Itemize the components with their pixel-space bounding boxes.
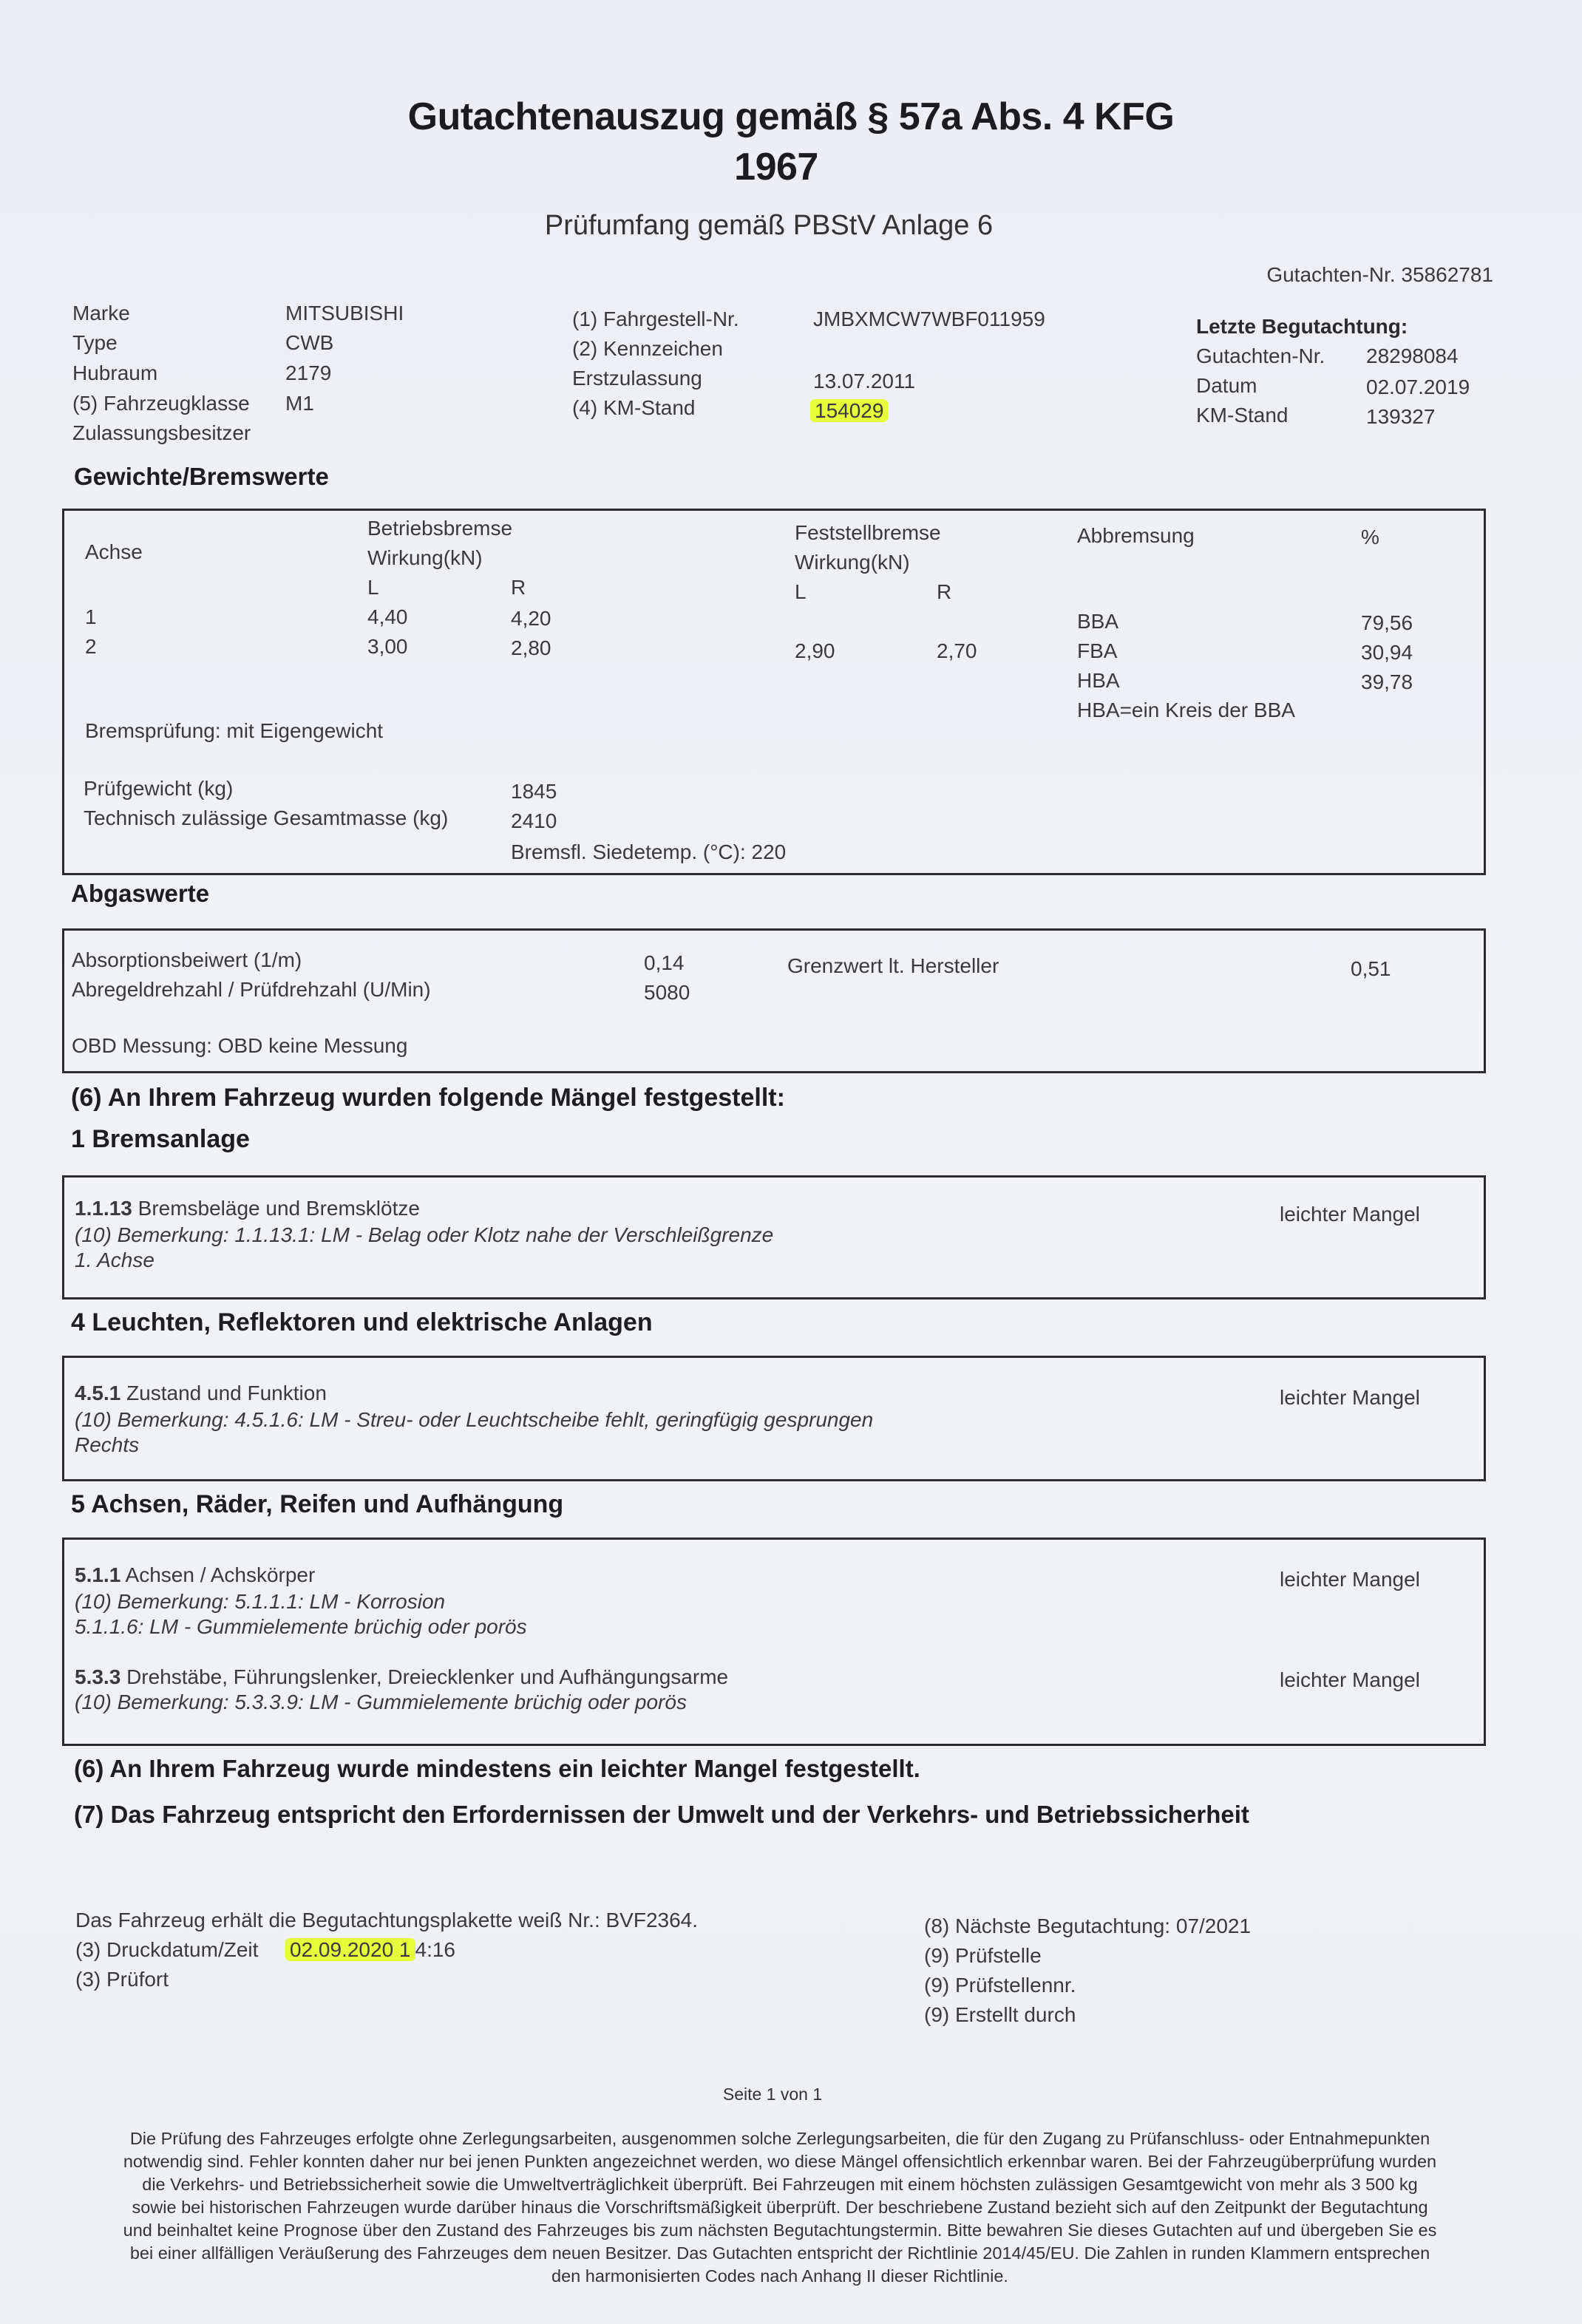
defect-item-title: [75, 1197, 420, 1220]
disclaimer-line: die Verkehrs- und Betriebssicherheit sowie die Umweltverträglichkeit überprüft. Bei Fahrzeugen mit einem höchsten zulässigen Gesamtgewicht von mehr als 3 500 kg: [142, 2175, 1418, 2194]
bb-r-header: R: [511, 576, 526, 599]
erstzulassung-value: 13.07.2011: [813, 370, 916, 393]
last-inspection-date-label: Datum: [1196, 374, 1257, 397]
achse-1-bb-l: 4,40: [367, 605, 408, 628]
defect-name: Bremsbeläge und Bremsklötze: [138, 1197, 420, 1220]
defect-group-title: 5 Achsen, Räder, Reifen und Aufhängung: [71, 1490, 564, 1518]
pruefstelle-label: (9) Prüfstelle: [924, 1944, 1042, 1967]
defect-item-title: [75, 1563, 315, 1587]
feststellbremse-wirkung: Wirkung(kN): [795, 551, 910, 574]
next-inspection: (8) Nächste Begutachtung: 07/2021: [924, 1914, 1252, 1937]
defect-summary: (6) An Ihrem Fahrzeug wurde mindestens ein leichter Mangel festgestellt.: [74, 1755, 920, 1782]
defect-code: 5.1.1: [75, 1563, 121, 1586]
pruefgewicht-value: 1845: [511, 780, 557, 803]
last-inspection-date: 02.07.2019: [1366, 376, 1470, 398]
achse-2-fb-l: 2,90: [795, 639, 835, 662]
exhaust-heading: Abgaswerte: [71, 880, 210, 907]
marke-value: MITSUBISHI: [285, 302, 404, 325]
defect-group-box: [62, 1538, 1486, 1746]
erstzulassung-label: Erstzulassung: [572, 367, 702, 390]
achse-2-fb-r: 2,70: [937, 639, 977, 662]
defect-remark: (10) Bemerkung: 5.3.3.9: LM - Gummielemente brüchig oder porös: [75, 1691, 687, 1713]
document-title-year: 1967: [734, 146, 818, 188]
brake-test-mode: Bremsprüfung: mit Eigengewicht: [85, 719, 384, 742]
achse-header: Achse: [85, 540, 143, 563]
defect-remark: (10) Bemerkung: 1.1.13.1: LM - Belag oder Klotz nahe der Verschleißgrenze: [75, 1223, 774, 1246]
defect-group-title: 1 Bremsanlage: [71, 1125, 250, 1153]
last-inspection-km-label: KM-Stand: [1196, 404, 1289, 427]
type-label: Type: [72, 331, 118, 354]
druckdatum-time: 4:16: [415, 1938, 455, 1961]
gesamtmasse-label: Technisch zulässige Gesamtmasse (kg): [84, 806, 449, 829]
disclaimer-line: Die Prüfung des Fahrzeuges erfolgte ohne Zerlegungsarbeiten, ausgenommen solche Zerlegungsarbeiten, die für den Zugang zu Prüfanschluss- oder Entnahmepunkten: [129, 2129, 1430, 2148]
defect-code: 1.1.13: [75, 1197, 132, 1220]
bba-label: BBA: [1077, 610, 1119, 633]
defect-code: 4.5.1: [75, 1382, 121, 1404]
erstellt-durch-label: (9) Erstellt durch: [924, 2003, 1076, 2026]
defect-remark: (10) Bemerkung: 5.1.1.1: LM - Korrosion: [75, 1590, 446, 1613]
hubraum-value: 2179: [285, 361, 332, 384]
obd-measurement: OBD Messung: OBD keine Messung: [72, 1034, 408, 1057]
defects-heading: (6) An Ihrem Fahrzeug wurden folgende Mängel festgestellt:: [71, 1084, 785, 1112]
exhaust-table: [62, 928, 1486, 1073]
feststellbremse-header: Feststellbremse: [795, 521, 941, 544]
last-inspection-nr-label: Gutachten-Nr.: [1196, 344, 1325, 367]
bba-value: 79,56: [1361, 611, 1413, 634]
fahrgestell-label: (1) Fahrgestell-Nr.: [572, 308, 739, 330]
betriebsbremse-header: Betriebsbremse: [367, 517, 513, 540]
hba-note: HBA=ein Kreis der BBA: [1077, 699, 1295, 721]
fahrgestell-value: JMBXMCW7WBF011959: [813, 308, 1045, 330]
km-stand-label: (4) KM-Stand: [572, 396, 696, 419]
hba-label: HBA: [1077, 669, 1120, 692]
bb-l-header: L: [367, 576, 379, 599]
defect-severity: leichter Mangel: [1280, 1203, 1420, 1226]
report-number: Gutachten-Nr. 35862781: [1266, 263, 1493, 286]
fb-r-header: R: [937, 580, 952, 603]
disclaimer-line: sowie bei historischen Fahrzeugen wurde darüber hinaus die Vorschriftsmäßigkeit überprüft. Der beschriebene Zustand bezieht sich auf den Zeitpunkt der Begutachtung: [132, 2198, 1428, 2217]
siedetemp: Bremsfl. Siedetemp. (°C): 220: [511, 840, 787, 863]
grenzwert-value: 0,51: [1351, 957, 1391, 980]
hubraum-label: Hubraum: [72, 361, 158, 384]
defect-name: Drehstäbe, Führungslenker, Dreiecklenker und Aufhängungsarme: [126, 1665, 729, 1688]
defect-name: Zustand und Funktion: [126, 1382, 327, 1404]
plakette-info: Das Fahrzeug erhält die Begutachtungsplakette weiß Nr.: BVF2364.: [75, 1909, 699, 1931]
pruefstellennr-label: (9) Prüfstellennr.: [924, 1974, 1076, 1997]
defect-severity: leichter Mangel: [1280, 1568, 1420, 1591]
hba-value: 39,78: [1361, 670, 1413, 693]
absorption-label: Absorptionsbeiwert (1/m): [72, 948, 302, 971]
defect-remark: (10) Bemerkung: 4.5.1.6: LM - Streu- oder Leuchtscheibe fehlt, geringfügig gesprungen: [75, 1408, 874, 1431]
last-inspection-heading: Letzte Begutachtung:: [1196, 315, 1408, 338]
disclaimer-line: den harmonisierten Codes nach Anhang II dieser Richtlinie.: [551, 2266, 1008, 2286]
defect-remark: 1. Achse: [75, 1248, 155, 1271]
druckdatum-highlight: 02.09.2020 1: [285, 1938, 415, 1961]
achse-1-bb-r: 4,20: [511, 607, 551, 630]
document-title: Gutachtenauszug gemäß § 57a Abs. 4 KFG: [407, 95, 1175, 138]
achse-1: 1: [85, 605, 97, 628]
defect-group-box: [62, 1356, 1486, 1481]
druckdatum-label: (3) Druckdatum/Zeit: [75, 1938, 259, 1961]
disclaimer-line: bei einer allfälligen Veräußerung des Fahrzeuges dem neuen Besitzer. Das Gutachten entspricht der Richtlinie 2014/45/EU. Die Zahlen in runden Klammern entsprechen: [129, 2243, 1430, 2263]
fahrzeugklasse-value: M1: [285, 392, 314, 415]
defect-group-box: [62, 1175, 1486, 1299]
percent-header: %: [1361, 526, 1379, 548]
drehzahl-label: Abregeldrehzahl / Prüfdrehzahl (U/Min): [72, 978, 431, 1001]
km-stand-value: [810, 399, 888, 423]
type-value: CWB: [285, 331, 334, 354]
defect-code: 5.3.3: [75, 1665, 121, 1688]
km-highlight: 154029: [810, 399, 888, 422]
zulassungsbesitzer-label: Zulassungsbesitzer: [72, 421, 251, 444]
defect-name: Achsen / Achskörper: [125, 1563, 316, 1586]
brakes-heading: Gewichte/Bremswerte: [74, 463, 329, 490]
druckdatum-value: [285, 1938, 455, 1962]
betriebsbremse-wirkung: Wirkung(kN): [367, 546, 483, 569]
defect-remark: Rechts: [75, 1433, 140, 1456]
achse-2: 2: [85, 635, 97, 658]
defect-item-title: [75, 1382, 327, 1405]
marke-label: Marke: [72, 302, 130, 325]
gesamtmasse-value: 2410: [511, 809, 557, 832]
document-subtitle: Prüfumfang gemäß PBStV Anlage 6: [544, 210, 994, 241]
defect-severity: leichter Mangel: [1280, 1386, 1420, 1409]
pruefort-label: (3) Prüfort: [75, 1968, 169, 1991]
legal-disclaimer: [67, 2127, 1493, 2288]
brakes-table: [62, 509, 1486, 875]
page-number: Seite 1 von 1: [722, 2085, 823, 2104]
fba-value: 30,94: [1361, 641, 1413, 664]
defect-item-title: [75, 1665, 728, 1689]
fba-label: FBA: [1077, 639, 1118, 662]
disclaimer-line: notwendig sind. Fehler konnten daher nur bei jenen Punkten angezeichnet werden, wo diese Mängel offensichtlich erkennbar waren. Bei der Fahrzeugüberprüfung wurden: [123, 2152, 1437, 2171]
absorption-value: 0,14: [644, 951, 685, 974]
last-inspection-nr: 28298084: [1366, 344, 1459, 367]
achse-2-bb-l: 3,00: [367, 635, 408, 658]
abbremsung-header: Abbremsung: [1077, 524, 1195, 547]
defect-remark: 5.1.1.6: LM - Gummielemente brüchig oder porös: [75, 1615, 527, 1638]
verdict: (7) Das Fahrzeug entspricht den Erfordernissen der Umwelt und der Verkehrs- und Betriebssicherheit: [74, 1801, 1249, 1828]
pruefgewicht-label: Prüfgewicht (kg): [84, 777, 234, 800]
last-inspection-km: 139327: [1366, 405, 1436, 428]
disclaimer-line: und beinhaltet keine Prognose über den Zustand des Fahrzeuges bis zum nächsten Begutachtungstermin. Bitte bewahren Sie dieses Gutachten auf und übergeben Sie es: [123, 2221, 1437, 2240]
drehzahl-value: 5080: [644, 981, 690, 1004]
kennzeichen-label: (2) Kennzeichen: [572, 337, 723, 360]
grenzwert-label: Grenzwert lt. Hersteller: [787, 954, 999, 977]
fb-l-header: L: [795, 580, 807, 603]
fahrzeugklasse-label: (5) Fahrzeugklasse: [72, 392, 250, 415]
achse-2-bb-r: 2,80: [511, 636, 551, 659]
defect-group-title: 4 Leuchten, Reflektoren und elektrische Anlagen: [71, 1308, 653, 1336]
defect-severity: leichter Mangel: [1280, 1668, 1420, 1691]
